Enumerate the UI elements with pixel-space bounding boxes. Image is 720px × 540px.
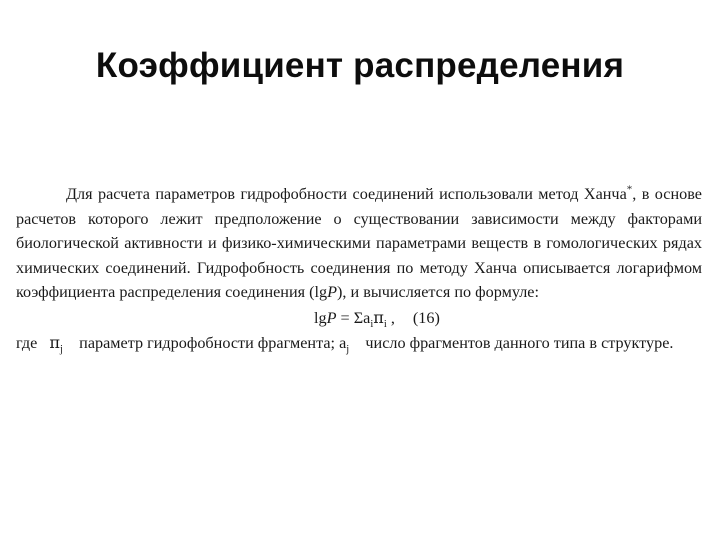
where-prefix: где — [16, 333, 38, 352]
formula-variable: P — [326, 308, 337, 327]
formula-number: (16) — [412, 308, 440, 327]
formula-lg: lg — [314, 308, 327, 327]
where-pi: π — [49, 332, 61, 352]
intro-paragraph — [16, 182, 702, 305]
footnote-mark: * — [626, 183, 633, 196]
formula-equals-sum: = Σa — [336, 308, 371, 327]
formula-pi: π — [373, 307, 384, 327]
paragraph-tail-text: ), и вычисляется по формуле: — [337, 283, 539, 302]
where-subscript-a: j — [346, 344, 350, 356]
where-paragraph — [16, 331, 702, 356]
formula — [16, 305, 702, 331]
lgp-prefix: lg — [314, 283, 328, 302]
where-definition-1: параметр гидрофобности фрагмента; a — [79, 333, 347, 352]
paragraph-main-text: Для расчета параметров гидрофобности соединений использовали метод Ханча — [66, 185, 627, 203]
lgp-variable: P — [327, 283, 337, 302]
paragraph-rest-text: , в основе расчетов которого лежит предположение о существовании зависимости между факторами биологической активности и физико-химическими параметрами веществ в гомологических рядах химических соединений. Гидрофобность соединения по методу Ханча описывается логарифмом коэффициента распределения соединения ( — [16, 185, 702, 302]
formula-comma: , — [386, 308, 395, 327]
where-definition-2: число фрагментов данного типа в структуре. — [365, 333, 674, 352]
slide-title: Коэффициент распределения — [95, 46, 625, 85]
slide-body — [16, 182, 702, 356]
where-subscript-pi: j — [60, 344, 63, 356]
formula-subscript-pi: i — [383, 319, 387, 331]
formula-subscript-a: i — [370, 319, 374, 331]
